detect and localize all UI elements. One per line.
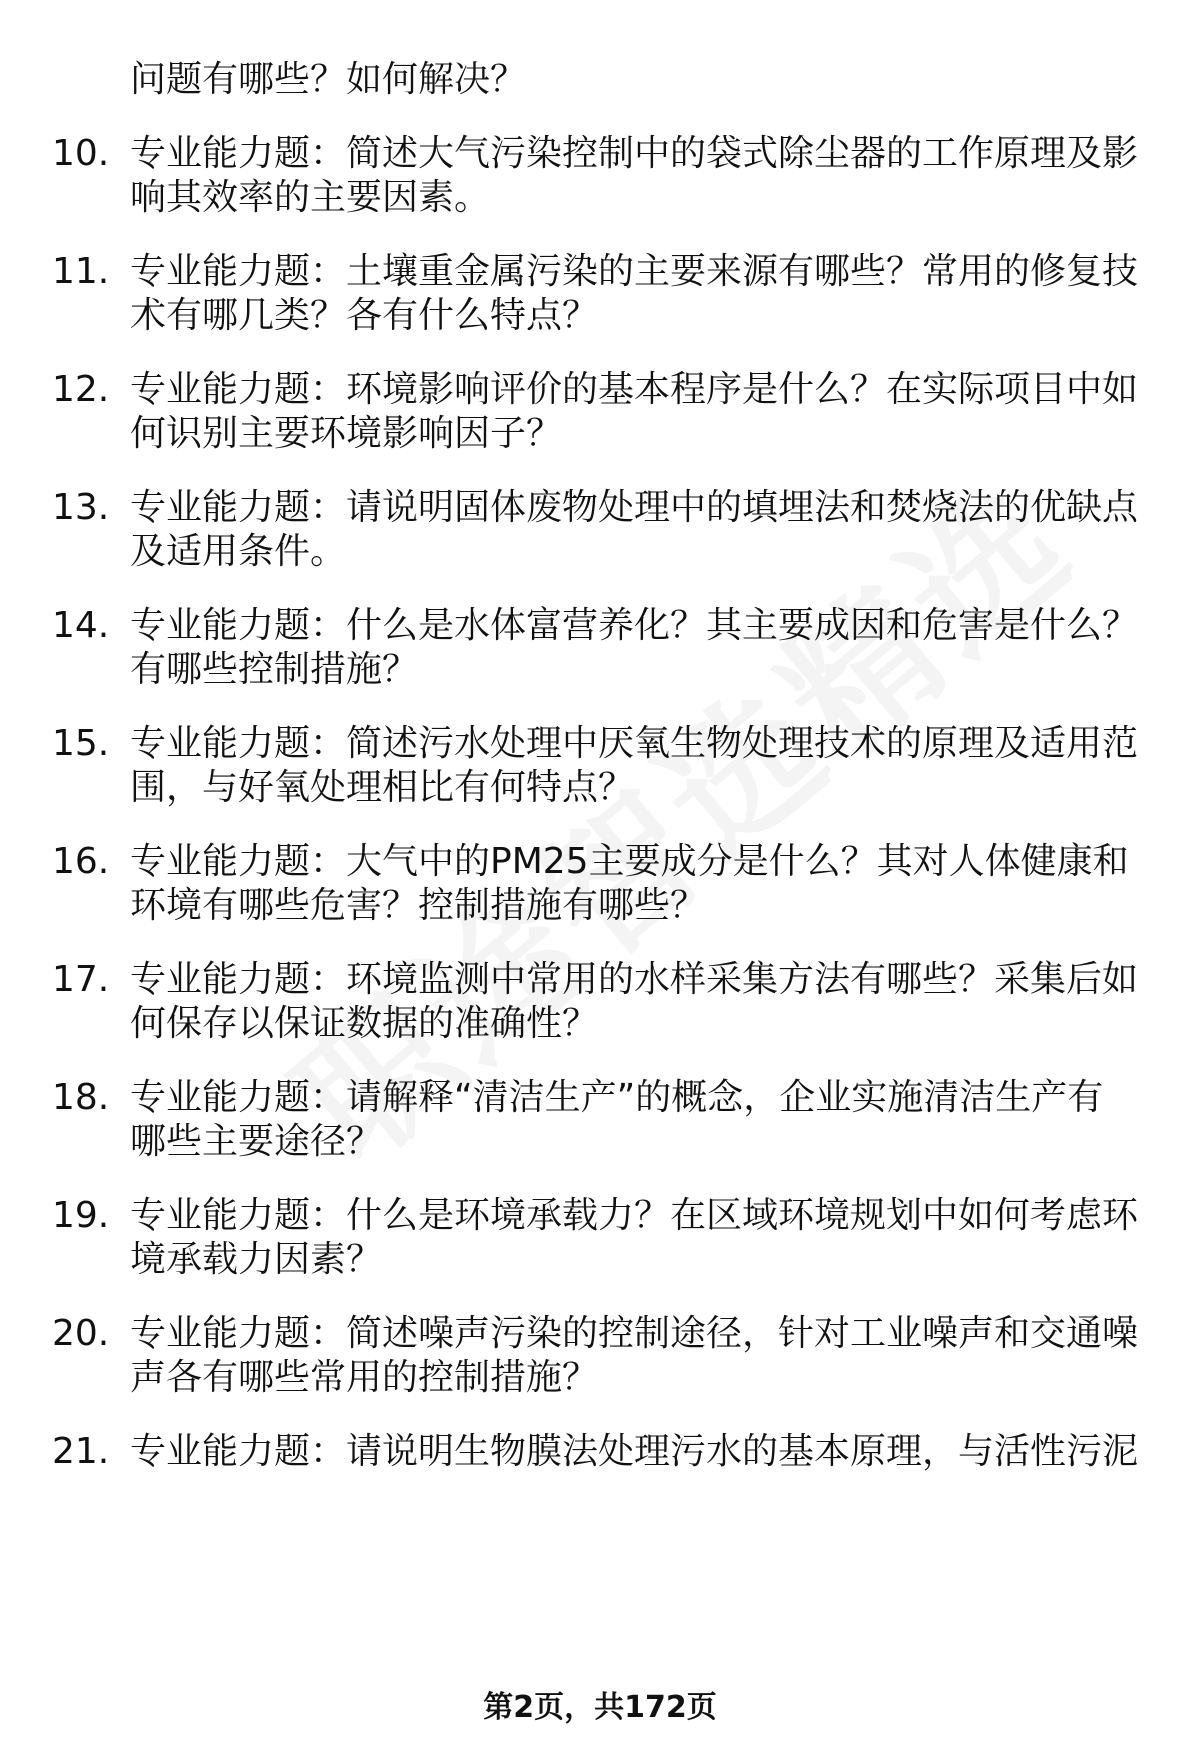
question-number: 10. [52, 133, 110, 174]
question-number: 13. [52, 487, 110, 528]
question-text-line: 专业能力题：环境影响评价的基本程序是什么？在实际项目中如 [130, 369, 1139, 410]
question-text-line: 围，与好氧处理相比有何特点？ [130, 767, 635, 808]
question-text-line: 专业能力题：简述大气污染控制中的袋式除尘器的工作原理及影 [130, 133, 1139, 174]
question-text-line: 及适用条件。 [130, 531, 347, 572]
page-footer: 第2页，共172页 [483, 1690, 717, 1725]
question-number: 11. [52, 251, 110, 292]
question-text-line: 专业能力题：大气中的PM25主要成分是什么？其对人体健康和 [130, 841, 1129, 882]
question-text-line: 专业能力题：土壤重金属污染的主要来源有哪些？常用的修复技 [130, 251, 1139, 292]
question-number: 14. [52, 605, 110, 646]
question-number: 20. [52, 1313, 110, 1354]
question-text-line: 专业能力题：环境监测中常用的水样采集方法有哪些？采集后如 [130, 959, 1139, 1000]
question-text-line: 专业能力题：简述噪声污染的控制途径，针对工业噪声和交通噪 [130, 1313, 1139, 1354]
question-text-line: 声各有哪些常用的控制措施？ [130, 1357, 599, 1398]
question-text-line: 术有哪几类？各有什么特点？ [130, 295, 599, 336]
question-text-line: 专业能力题：请解释“清洁生产”的概念，企业实施清洁生产有 [130, 1077, 1104, 1118]
question-number: 15. [52, 723, 110, 764]
question-text-line: 环境有哪些危害？控制措施有哪些？ [130, 885, 707, 926]
question-text-line: 专业能力题：什么是环境承载力？在区域环境规划中如何考虑环 [130, 1195, 1139, 1236]
question-text-line: 专业能力题：简述污水处理中厌氧生物处理技术的原理及适用范 [130, 723, 1139, 764]
question-text-line: 何识别主要环境影响因子？ [130, 413, 563, 454]
question-text-line: 响其效率的主要因素。 [130, 177, 491, 218]
question-text-line: 哪些主要途径？ [130, 1121, 383, 1162]
question-number: 16. [52, 841, 110, 882]
question-number: 19. [52, 1195, 110, 1236]
question-number: 18. [52, 1077, 110, 1118]
question-text-line: 专业能力题：什么是水体富营养化？其主要成因和危害是什么？ [130, 605, 1139, 646]
question-text-line: 何保存以保证数据的准确性？ [130, 1003, 599, 1044]
question-number: 17. [52, 959, 110, 1000]
continued-question-line: 问题有哪些？如何解决？ [130, 59, 527, 100]
question-number: 12. [52, 369, 110, 410]
question-text-line: 境承载力因素？ [130, 1239, 383, 1280]
question-text-line: 专业能力题：请说明生物膜法处理污水的基本原理，与活性污泥 [130, 1431, 1139, 1472]
question-text-line: 专业能力题：请说明固体废物处理中的填埋法和焚烧法的优缺点 [130, 487, 1139, 528]
question-text-line: 有哪些控制措施？ [130, 649, 419, 690]
question-number: 21. [52, 1431, 110, 1472]
